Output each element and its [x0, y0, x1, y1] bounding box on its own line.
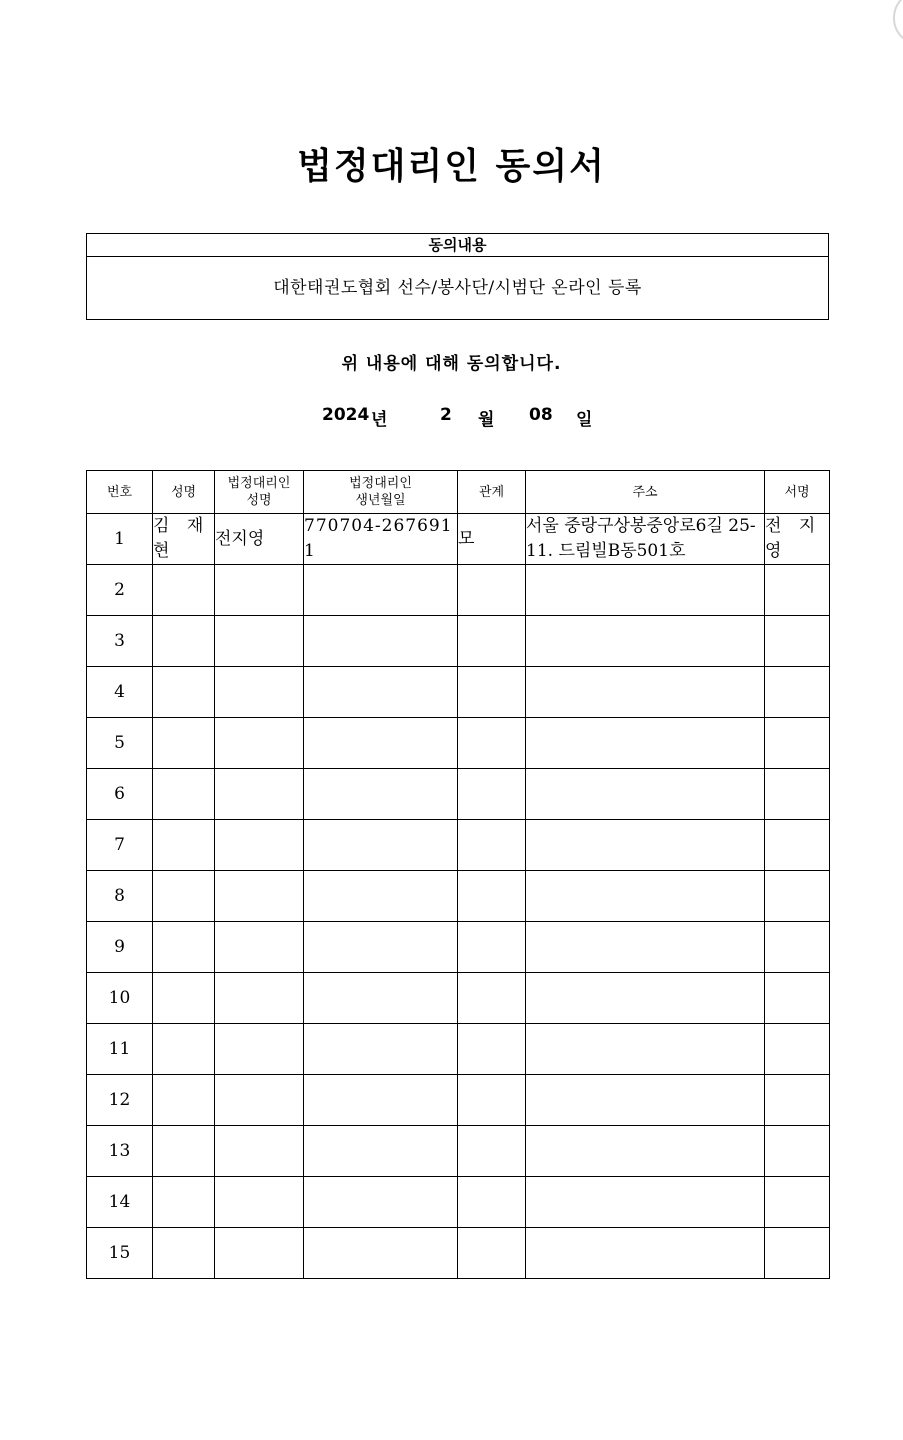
- cell-guardian-name: [215, 769, 304, 820]
- consent-body: 대한태권도협회 선수/봉사단/시범단 온라인 등록: [273, 278, 642, 298]
- cell-signature: [765, 616, 830, 667]
- cell-guardian-name: [215, 718, 304, 769]
- header-name: 성명: [153, 471, 215, 514]
- header-no: 번호: [87, 471, 153, 514]
- cell-guardian-name: 전지영: [215, 514, 304, 565]
- cell-name: [153, 1228, 215, 1279]
- cell-guardian-name: [215, 871, 304, 922]
- cell-address: [526, 616, 765, 667]
- cell-guardian-name: [215, 922, 304, 973]
- date-day: 08: [529, 405, 553, 425]
- cell-signature: [765, 820, 830, 871]
- cell-signature: [765, 718, 830, 769]
- cell-address: [526, 769, 765, 820]
- cell-signature: [765, 973, 830, 1024]
- cell-guardian-birth: [304, 769, 458, 820]
- cell-relation: [458, 1228, 526, 1279]
- table-row: [87, 1228, 830, 1279]
- cell-name: [153, 871, 215, 922]
- cell-signature: [765, 769, 830, 820]
- cell-guardian-birth: 770704-2676911: [304, 514, 458, 565]
- cell-relation: [458, 973, 526, 1024]
- cell-name: [153, 1075, 215, 1126]
- cell-no: 12: [87, 1075, 153, 1126]
- cell-name: [153, 667, 215, 718]
- cell-name: [153, 1177, 215, 1228]
- cell-no: 13: [87, 1126, 153, 1177]
- cell-address: [526, 871, 765, 922]
- cell-no: 5: [87, 718, 153, 769]
- cell-signature: [765, 1126, 830, 1177]
- table-row: [87, 820, 830, 871]
- cell-guardian-name: [215, 565, 304, 616]
- date-year-unit: 년: [371, 410, 388, 430]
- cell-no: 14: [87, 1177, 153, 1228]
- table-row: [87, 667, 830, 718]
- table-row: [87, 871, 830, 922]
- cell-relation: [458, 616, 526, 667]
- header-guardian-name: [215, 471, 304, 514]
- corner-button-edge[interactable]: [893, 0, 903, 46]
- header-guardian-name-line2: 성명: [246, 493, 272, 508]
- header-relation: 관계: [458, 471, 526, 514]
- cell-guardian-birth: [304, 820, 458, 871]
- table-row: [87, 1126, 830, 1177]
- cell-guardian-name: [215, 1126, 304, 1177]
- cell-name: [153, 1024, 215, 1075]
- cell-no: 1: [87, 514, 153, 565]
- cell-no: 6: [87, 769, 153, 820]
- cell-guardian-name: [215, 1228, 304, 1279]
- cell-relation: [458, 769, 526, 820]
- table-row: [87, 973, 830, 1024]
- header-guardian-birth: [304, 471, 458, 514]
- cell-no: 10: [87, 973, 153, 1024]
- cell-relation: [458, 922, 526, 973]
- date-row: [0, 405, 903, 431]
- cell-address: [526, 1075, 765, 1126]
- cell-no: 7: [87, 820, 153, 871]
- cell-guardian-name: [215, 1075, 304, 1126]
- cell-guardian-birth: [304, 1126, 458, 1177]
- table-row: [87, 922, 830, 973]
- cell-signature: [765, 1177, 830, 1228]
- cell-signature: [765, 667, 830, 718]
- cell-signature: [765, 1228, 830, 1279]
- cell-address: [526, 565, 765, 616]
- table-header-row: [87, 471, 830, 514]
- cell-address: [526, 973, 765, 1024]
- cell-name: [153, 922, 215, 973]
- date-day-unit: 일: [576, 410, 593, 430]
- guardian-table: [86, 470, 830, 1279]
- cell-name: 김 재 현: [153, 514, 215, 565]
- table-row: [87, 616, 830, 667]
- cell-signature: 전 지 영: [765, 514, 830, 565]
- header-signature: 서명: [765, 471, 830, 514]
- cell-name: [153, 718, 215, 769]
- table-row: [87, 769, 830, 820]
- cell-guardian-birth: [304, 922, 458, 973]
- cell-guardian-name: [215, 820, 304, 871]
- cell-guardian-birth: [304, 1075, 458, 1126]
- table-row: [87, 1075, 830, 1126]
- cell-address: [526, 718, 765, 769]
- header-guardian-birth-line2: 생년월일: [355, 493, 406, 508]
- cell-guardian-birth: [304, 565, 458, 616]
- cell-relation: [458, 718, 526, 769]
- cell-no: 11: [87, 1024, 153, 1075]
- table-row: [87, 718, 830, 769]
- cell-no: 2: [87, 565, 153, 616]
- cell-no: 15: [87, 1228, 153, 1279]
- header-guardian-name-line1: 법정대리인: [227, 476, 291, 491]
- cell-signature: [765, 565, 830, 616]
- cell-guardian-name: [215, 616, 304, 667]
- header-guardian-birth-line1: 법정대리인: [349, 476, 412, 491]
- cell-address: [526, 1177, 765, 1228]
- date-month: 2: [440, 405, 452, 425]
- cell-relation: [458, 871, 526, 922]
- cell-address: [526, 1228, 765, 1279]
- cell-guardian-name: [215, 1024, 304, 1075]
- cell-name: [153, 769, 215, 820]
- agreement-text: 위 내용에 대해 동의합니다.: [341, 354, 562, 374]
- table-row: [87, 1024, 830, 1075]
- cell-signature: [765, 922, 830, 973]
- cell-guardian-name: [215, 973, 304, 1024]
- table-row: [87, 1177, 830, 1228]
- consent-box: [86, 233, 829, 320]
- cell-address: [526, 1024, 765, 1075]
- cell-guardian-name: [215, 1177, 304, 1228]
- cell-address: [526, 820, 765, 871]
- consent-header: 동의내용: [87, 234, 828, 257]
- cell-name: [153, 973, 215, 1024]
- cell-relation: 모: [458, 514, 526, 565]
- cell-guardian-birth: [304, 973, 458, 1024]
- cell-signature: [765, 1075, 830, 1126]
- cell-no: 8: [87, 871, 153, 922]
- date-year: 2024: [322, 405, 370, 425]
- cell-guardian-birth: [304, 718, 458, 769]
- cell-relation: [458, 1075, 526, 1126]
- cell-relation: [458, 820, 526, 871]
- cell-signature: [765, 871, 830, 922]
- cell-address: [526, 1126, 765, 1177]
- cell-name: [153, 565, 215, 616]
- header-address: 주소: [526, 471, 765, 514]
- cell-guardian-birth: [304, 871, 458, 922]
- cell-signature: [765, 1024, 830, 1075]
- cell-relation: [458, 1024, 526, 1075]
- date-month-unit: 월: [478, 410, 495, 430]
- cell-relation: [458, 667, 526, 718]
- cell-relation: [458, 1126, 526, 1177]
- cell-name: [153, 1126, 215, 1177]
- cell-guardian-birth: [304, 1024, 458, 1075]
- cell-no: 4: [87, 667, 153, 718]
- document-title: 법정대리인 동의서: [297, 146, 606, 187]
- cell-guardian-birth: [304, 1177, 458, 1228]
- cell-relation: [458, 565, 526, 616]
- cell-relation: [458, 1177, 526, 1228]
- cell-no: 3: [87, 616, 153, 667]
- cell-name: [153, 820, 215, 871]
- cell-name: [153, 616, 215, 667]
- table-row: [87, 514, 830, 565]
- cell-guardian-birth: [304, 667, 458, 718]
- cell-guardian-birth: [304, 1228, 458, 1279]
- cell-address: [526, 667, 765, 718]
- cell-guardian-birth: [304, 616, 458, 667]
- cell-address: 서울 중랑구상봉중앙로6길 25-11. 드림빌B동501호: [526, 514, 765, 565]
- cell-address: [526, 922, 765, 973]
- cell-guardian-name: [215, 667, 304, 718]
- cell-no: 9: [87, 922, 153, 973]
- table-row: [87, 565, 830, 616]
